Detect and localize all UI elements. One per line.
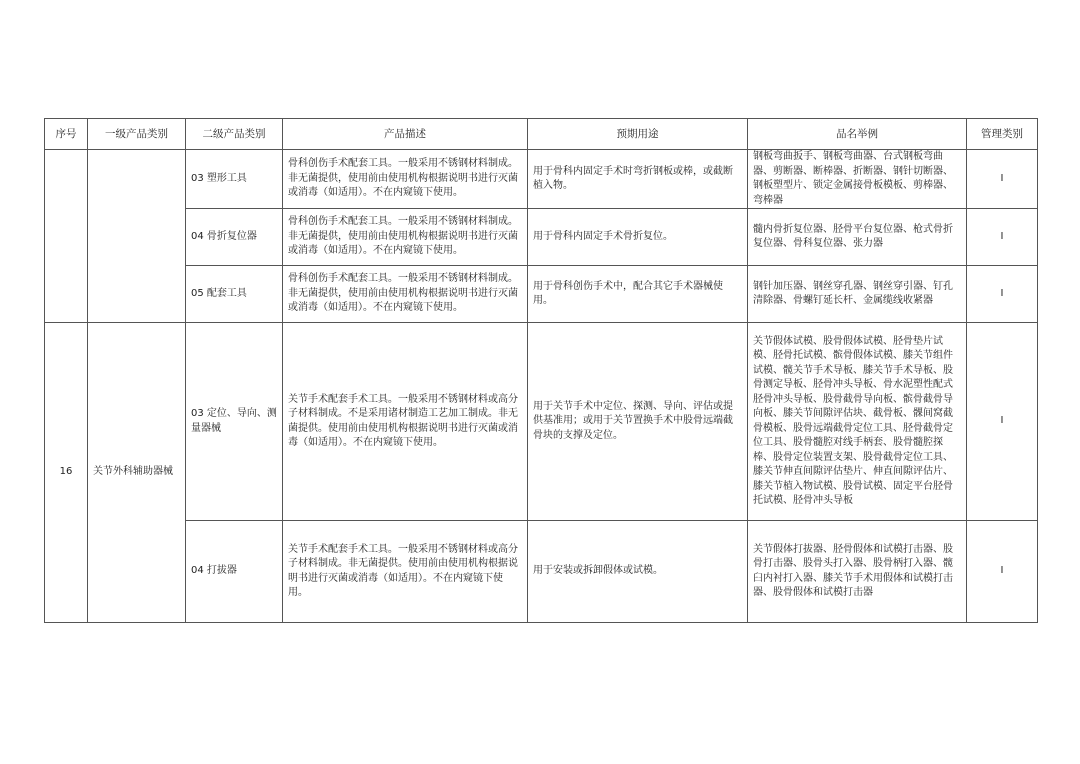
intended-use-cell: 用于骨科内固定手术时弯折钢板或棒，或截断植入物。 [528, 150, 748, 209]
level2-cell: 03 定位、导向、测量器械 [186, 323, 283, 521]
header-class: 管理类别 [967, 119, 1038, 150]
table-row [45, 266, 1038, 323]
class-cell: I [967, 150, 1038, 209]
table-row [45, 150, 1038, 209]
header-level2: 二级产品类别 [186, 119, 283, 150]
level1-cell: 关节外科辅助器械 [88, 323, 186, 623]
level2-cell: 03 塑形工具 [186, 150, 283, 209]
intended-use-cell: 用于骨科创伤手术中，配合其它手术器械使用。 [528, 266, 748, 323]
header-description: 产品描述 [283, 119, 528, 150]
examples-cell: 钢板弯曲扳手、钢板弯曲器、台式钢板弯曲器、剪断器、断棒器、折断器、钢针切断器、钢板塑型片、锁定金属接骨板模板、剪棒器、弯棒器 [748, 150, 967, 209]
table-row [45, 323, 1038, 521]
class-cell: I [967, 266, 1038, 323]
description-cell: 关节手术配套手术工具。一般采用不锈钢材料或高分子材料制成。不是采用诸材制造工艺加工制成。非无菌提供。使用前由使用机构根据说明书进行灭菌或消毒（如适用）。不在内窥镜下使用。 [283, 323, 528, 521]
examples-cell: 关节假体打拔器、胫骨假体和试模打击器、股骨打击器、股骨头打入器、股骨柄打入器、髋臼内衬打入器、膝关节手术用假体和试模打击器、股骨假体和试模打击器 [748, 521, 967, 623]
table-row [45, 521, 1038, 623]
header-row [45, 119, 1038, 150]
header-intended-use: 预期用途 [528, 119, 748, 150]
description-cell: 骨科创伤手术配套工具。一般采用不锈钢材料制成。非无菌提供，使用前由使用机构根据说明书进行灭菌或消毒（如适用）。不在内窥镜下使用。 [283, 150, 528, 209]
level1-cell-empty [88, 150, 186, 323]
examples-cell: 关节假体试模、股骨假体试模、胫骨垫片试模、胫骨托试模、髌骨假体试模、膝关节组件试模、髋关节手术导板、膝关节手术导板、股骨测定导板、胫骨冲头导板、骨水泥塑性配式胫骨冲头导板、股骨截骨导向板、髌骨截骨导向板、膝关节间隙评估块、截骨板、髁间窝截骨模板、股骨远端截骨定位工具、胫骨截骨定位工具、股骨髓腔对线手柄套、股骨髓腔探棒、股骨定位装置支架、股骨截骨定位工具、膝关节伸直间隙评估垫片、伸直间隙评估片、膝关节植入物试模、股骨试模、固定平台胫骨托试模、胫骨冲头导板 [748, 323, 967, 521]
level2-cell: 05 配套工具 [186, 266, 283, 323]
examples-cell: 髓内骨折复位器、胫骨平台复位器、枪式骨折复位器、骨科复位器、张力器 [748, 209, 967, 266]
description-cell: 骨科创伤手术配套工具。一般采用不锈钢材料制成。非无菌提供，使用前由使用机构根据说明书进行灭菌或消毒（如适用）。不在内窥镜下使用。 [283, 266, 528, 323]
seq-cell-empty [45, 150, 88, 323]
intended-use-cell: 用于骨科内固定手术骨折复位。 [528, 209, 748, 266]
examples-cell: 钢针加压器、钢丝穿孔器、钢丝穿引器、钉孔清除器、骨螺钉延长杆、金属缆线收紧器 [748, 266, 967, 323]
class-cell: I [967, 521, 1038, 623]
class-cell: I [967, 323, 1038, 521]
header-level1: 一级产品类别 [88, 119, 186, 150]
intended-use-cell: 用于关节手术中定位、探测、导向、评估或提供基准用；或用于关节置换手术中股骨远端截骨块的支撑及定位。 [528, 323, 748, 521]
table-row [45, 209, 1038, 266]
header-examples: 品名举例 [748, 119, 967, 150]
header-seq: 序号 [45, 119, 88, 150]
class-cell: I [967, 209, 1038, 266]
level2-cell: 04 骨折复位器 [186, 209, 283, 266]
description-cell: 关节手术配套手术工具。一般采用不锈钢材料或高分子材料制成。非无菌提供。使用前由使用机构根据说明书进行灭菌或消毒（如适用）。不在内窥镜下使用。 [283, 521, 528, 623]
seq-cell: 16 [45, 323, 88, 623]
level2-cell: 04 打拔器 [186, 521, 283, 623]
description-cell: 骨科创伤手术配套工具。一般采用不锈钢材料制成。非无菌提供，使用前由使用机构根据说明书进行灭菌或消毒（如适用）。不在内窥镜下使用。 [283, 209, 528, 266]
catalog-table [44, 118, 1038, 623]
intended-use-cell: 用于安装或拆卸假体或试模。 [528, 521, 748, 623]
